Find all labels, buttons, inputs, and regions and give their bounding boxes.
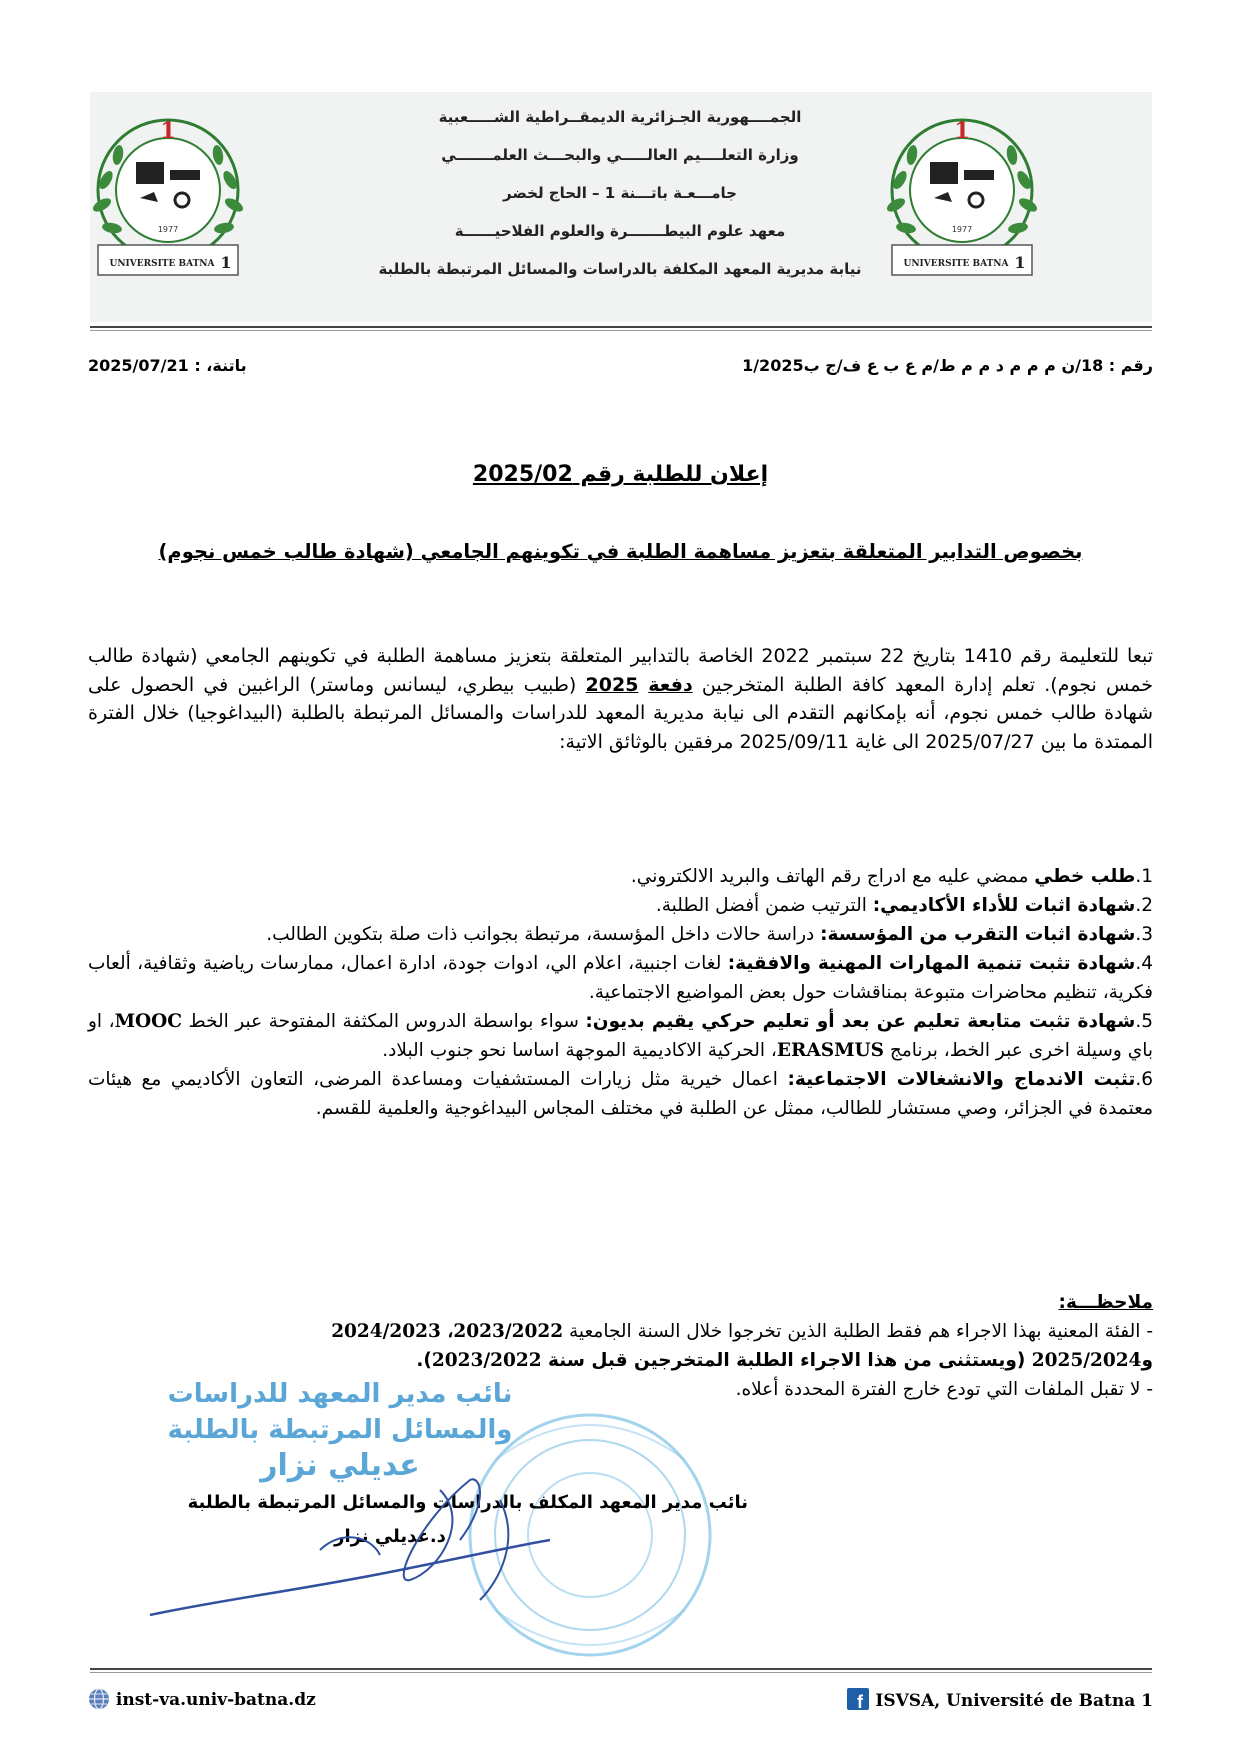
erasmus-label: ERASMUS (776, 1040, 885, 1061)
intro-paragraph (88, 642, 1153, 756)
stamp-line-1: نائب مدير المعهد للدراسات (167, 1379, 513, 1409)
item-text: دراسة حالات داخل المؤسسة، مرتبطة بجوانب ذات صلة بتكوين الطالب. (266, 924, 821, 945)
university-seal-icon (78, 110, 258, 300)
website-url[interactable]: inst-va.univ-batna.dz (115, 1690, 316, 1710)
item-number: 4. (1135, 953, 1153, 974)
svg-text:1: 1 (220, 253, 232, 272)
list-item (88, 920, 1153, 949)
header-line-university: جامـــعـة باتـــنة 1 – الحاج لخضر (503, 184, 737, 202)
svg-text:1977: 1977 (951, 225, 973, 234)
header-line-directorate: نيابة مديرية المعهد المكلفة بالدراسات والمسائل المرتبطة بالطلبة (378, 260, 862, 278)
stamp-line-3: عديلي نزار (260, 1448, 420, 1483)
note-line-1: - الفئة المعنية بهذا الاجراء هم فقط الطلبة الذين تخرجوا خلال السنة الجامعية 2023/2022، 2024/2023 (331, 1321, 1153, 1342)
announcement-subtitle: بخصوص التدابير المتعلقة بتعزيز مساهمة الطلبة في تكوينهم الجامعي (شهادة طالب خمس نجوم) (158, 540, 1083, 563)
item-title: شهادة اثبات التقرب من المؤسسة: (820, 924, 1136, 945)
note-line-3: - لا تقبل الملفات التي تودع خارج الفترة المحددة أعلاه. (735, 1379, 1153, 1400)
list-item (88, 949, 1153, 1007)
batch-year: 2025 (585, 673, 639, 696)
required-documents-list (88, 862, 1153, 1123)
header-divider (90, 326, 1152, 328)
institution-header (300, 98, 940, 288)
stamp-line-2: والمسائل المرتبطة بالطلبة (167, 1415, 513, 1445)
signatory-title: نائب مدير المعهد المكلف بالدراسات والمسائل المرتبطة بالطلبة (187, 1492, 748, 1513)
list-item (88, 1065, 1153, 1123)
footer-facebook[interactable] (847, 1688, 1153, 1711)
facebook-page-name[interactable]: ISVSA, Université de Batna 1 (875, 1691, 1153, 1711)
reference-number: رقم : 18/ن م م م د م م ط/م ع ب ع ف/ج ب1/2025 (742, 356, 1153, 375)
item-text: اعمال خيرية مثل زيارات المستشفيات ومساعدة المرضى، التعاون الأكاديمي مع هيئات معتمدة في الجزائر، وصي مستشار للطالب، ممثل عن الطلبة في مختلف المجاس البيداغوجية والعلمية للقسم. (88, 1069, 1153, 1119)
announcement-title: إعلان للطلبة رقم 2025/02 (472, 462, 769, 487)
signatory-name: د.عديلي نزار (334, 1526, 446, 1547)
item-title: تثبت الاندماج والانشغالات الاجتماعية: (787, 1069, 1136, 1090)
item-text: لغات اجنبية، اعلام الي، ادوات جودة، ادارة اعمال، ممارسات رياضية وثقافية، ألعاب فكرية، تنظيم محاضرات متبوعة بمناقشات حول بعض المواضيع الاجتماعية. (88, 953, 1153, 1003)
facebook-icon (847, 1688, 869, 1710)
university-logo-left (78, 110, 258, 300)
batch-label: دفعة (648, 673, 693, 696)
svg-text:f: f (857, 1692, 864, 1710)
intro-text-part1: تبعا للتعليمة رقم 1410 بتاريخ 22 سبتمبر 2022 الخاصة بالتدابير المتعلقة بتعزيز مساهمة الطلبة في تكوينهم الجامعي (شهادة طالب خمس نجوم). تعلم إدارة المعهد كافة الطلبة المتخرجين (88, 645, 1154, 696)
item-text-continued: ، او باي وسيلة اخرى عبر الخط، برنامج (88, 1011, 1153, 1061)
svg-text:UNIVERSITE BATNA: UNIVERSITE BATNA (903, 259, 1009, 269)
footer-divider (90, 1668, 1152, 1670)
footer-website[interactable] (88, 1688, 316, 1710)
svg-text:1977: 1977 (157, 225, 179, 234)
note-line-2: و2025/2024 (ويستثنى من هذا الاجراء الطلبة المتخرجين قبل سنة 2023/2022). (416, 1350, 1153, 1371)
mooc-label: MOOC (114, 1011, 182, 1032)
item-text: الترتيب ضمن أفضل الطلبة. (655, 895, 873, 916)
list-item (88, 891, 1153, 920)
item-title: شهادة تثبت متابعة تعليم عن بعد أو تعليم حركي يقيم بديون: (585, 1011, 1136, 1032)
globe-icon (88, 1688, 110, 1710)
footer-divider-thin (90, 1672, 1152, 1673)
note-year-exclusion: 2023/2022 (431, 1350, 542, 1371)
list-item (88, 862, 1153, 891)
header-divider-thin (90, 330, 1152, 331)
item-number: 1. (1135, 866, 1153, 887)
list-item (88, 1007, 1153, 1065)
item-text: ممضي عليه مع ادراج رقم الهاتف والبريد الالكتروني. (630, 866, 1035, 887)
note-years: 2023/2022، 2024/2023 (331, 1321, 564, 1342)
header-line-republic: الجمــــهورية الجـزائرية الديمقــراطية الشـــــعبية (438, 108, 802, 126)
header-line-institute: معهد علوم البيطـــــــرة والعلوم الفلاحيــــــة (454, 222, 786, 240)
header-line-ministry: وزارة التعلــــيم العالـــــي والبحـــث العلمـــــــي (441, 146, 799, 164)
note-year: 2025/2024 (1031, 1350, 1142, 1371)
svg-text:UNIVERSITE BATNA: UNIVERSITE BATNA (109, 259, 215, 269)
item-number: 5. (1135, 1011, 1153, 1032)
place-date: باتنة، : 2025/07/21 (88, 356, 247, 375)
item-title: شهادة اثبات للأداء الأكاديمي: (872, 895, 1136, 916)
item-text-end: ، الحركية الاكاديمية الموجهة اساسا نحو جنوب البلاد. (382, 1040, 777, 1061)
item-title: طلب خطي (1034, 866, 1136, 887)
item-number: 3. (1135, 924, 1153, 945)
intro-text-part2: (طبيب بيطري، ليسانس وماستر) الراغبين في الحصول على شهادة طالب خمس نجوم، أنه بإمكانهم التقدم الى نيابة مديرية المعهد للدراسات والمسائل المرتبطة بالطلبة (البيداغوجيا) خلال الفترة الممتدة ما بين 2025/07/27 الى غاية 2025/09/11 مرفقين بالوثائق الاتية: (88, 673, 1153, 753)
svg-text:1: 1 (160, 118, 176, 144)
item-number: 6. (1135, 1069, 1153, 1090)
item-text: سواء بواسطة الدروس المكثفة المفتوحة عبر الخط (182, 1011, 586, 1032)
item-title: شهادة تثبت تنمية المهارات المهنية والافقية: (727, 953, 1136, 974)
handwritten-signature (140, 1460, 560, 1630)
svg-text:1: 1 (1014, 253, 1026, 272)
item-number: 2. (1135, 895, 1153, 916)
note-heading: ملاحظـــة: (1058, 1292, 1153, 1313)
svg-text:1: 1 (954, 118, 970, 144)
